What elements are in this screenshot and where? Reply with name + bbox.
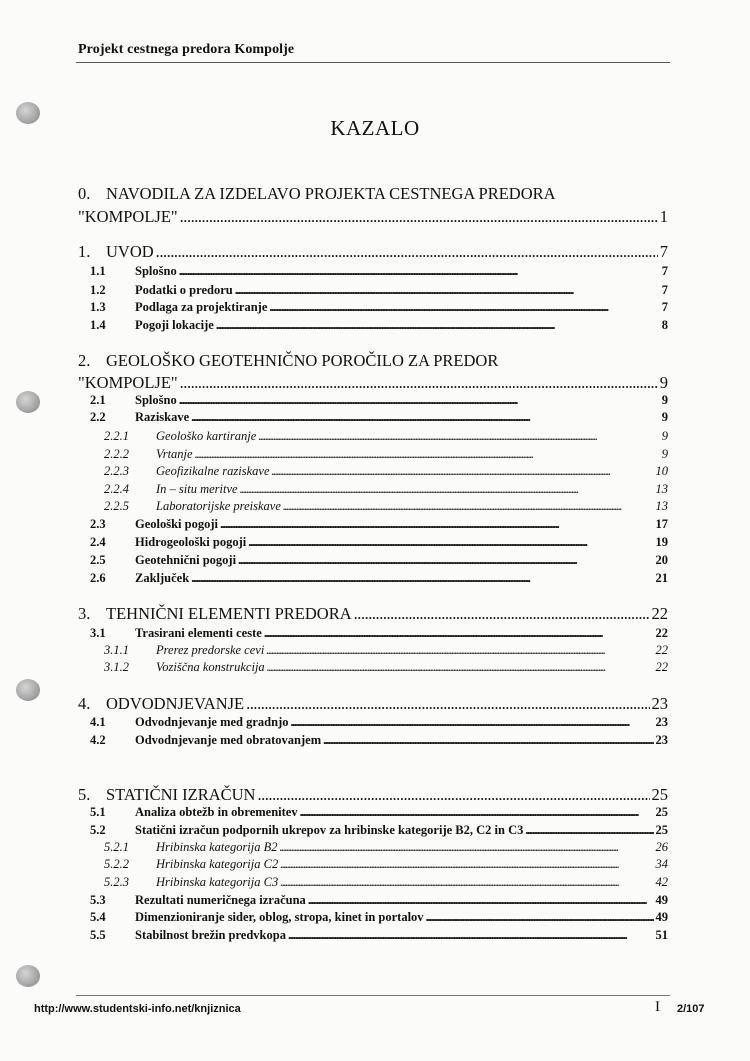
toc-entry[interactable] — [78, 715, 668, 730]
entry-number: 2.5 — [90, 553, 106, 567]
entry-number: 2.2 — [90, 410, 106, 424]
punch-hole — [16, 965, 40, 987]
page-number: 22 — [655, 643, 668, 657]
header-rule — [76, 62, 670, 63]
page-number: 17 — [655, 517, 668, 531]
punch-hole — [16, 679, 40, 701]
page-number: 51 — [655, 928, 668, 942]
leader-dots — [525, 823, 653, 838]
page-number: 7 — [661, 264, 668, 278]
page-number: 10 — [655, 464, 668, 478]
leader-dots — [272, 464, 654, 479]
section-number: 4. — [78, 694, 91, 713]
entry-title: Laboratorijske preiskave — [156, 499, 281, 513]
toc-title: KAZALO — [330, 116, 420, 140]
entry-number: 4.1 — [90, 715, 106, 729]
page-number: 25 — [651, 785, 668, 804]
entry-number: 1.4 — [90, 318, 106, 332]
entry-title: Raziskave — [135, 410, 190, 424]
entry-title: Hidrogeološki pogoji — [135, 535, 247, 549]
toc-section-3[interactable] — [78, 604, 668, 624]
leader-dots — [266, 643, 653, 658]
toc-entry[interactable] — [78, 553, 668, 568]
entry-title: Stabilnost brežin predvkopa — [135, 928, 286, 942]
entry-number: 2.6 — [90, 571, 106, 585]
toc-entry[interactable] — [78, 805, 668, 820]
toc-entry[interactable] — [78, 910, 668, 925]
toc-entry[interactable] — [78, 264, 668, 279]
toc-entry[interactable] — [78, 928, 668, 943]
entry-number: 5.5 — [90, 928, 106, 942]
toc-entry[interactable] — [78, 857, 668, 872]
section-title-line1: GEOLOŠKO GEOTEHNIČNO POROČILO ZA PREDOR — [106, 351, 499, 370]
entry-title: Geotehnični pogoji — [135, 553, 237, 567]
toc-entry[interactable] — [78, 429, 668, 444]
entry-number: 2.2.2 — [104, 447, 129, 461]
leader-dots — [283, 499, 654, 514]
entry-title: Hribinska kategorija B2 — [156, 840, 278, 854]
entry-title: Geološki pogoji — [135, 517, 218, 531]
toc-section-4[interactable] — [78, 694, 668, 714]
leader-dots — [240, 482, 654, 497]
toc-entry[interactable] — [78, 875, 668, 890]
leader-dots — [220, 517, 654, 532]
leader-dots — [280, 857, 653, 872]
leader-dots — [257, 785, 649, 805]
toc-entry[interactable] — [78, 893, 668, 908]
entry-title: Odvodnjevanje med gradnjo — [135, 715, 289, 729]
page-number: 22 — [655, 626, 668, 640]
toc-entry[interactable] — [78, 643, 668, 658]
toc-entry[interactable] — [78, 535, 668, 550]
toc-entry[interactable] — [78, 499, 668, 514]
page-number: 26 — [655, 840, 668, 854]
entry-number: 4.2 — [90, 733, 106, 747]
toc-entry[interactable] — [78, 482, 668, 497]
section-number: 3. — [78, 604, 91, 623]
leader-dots — [216, 318, 660, 333]
leader-dots — [267, 660, 654, 675]
toc-entry[interactable] — [78, 318, 668, 333]
leader-dots — [280, 840, 654, 855]
toc-entry[interactable] — [78, 300, 668, 315]
entry-title: Dimenzioniranje sider, oblog, stropa, kinet in portalov — [135, 910, 424, 924]
leader-dots — [180, 373, 658, 393]
entry-number: 2.2.4 — [104, 482, 129, 496]
entry-number: 5.3 — [90, 893, 106, 907]
leader-dots — [246, 694, 649, 714]
leader-dots — [426, 910, 654, 925]
entry-number: 3.1 — [90, 626, 106, 640]
entry-title: Statični izračun podpornih ukrepov za hribinske kategorije B2, C2 in C3 — [135, 823, 524, 837]
toc-entry[interactable] — [78, 517, 668, 532]
leader-dots — [308, 893, 654, 908]
entry-title: Hribinska kategorija C3 — [156, 875, 279, 889]
footer-page-count: 2/107 — [677, 1003, 705, 1015]
page-number: 7 — [659, 242, 668, 261]
entry-number: 5.2 — [90, 823, 106, 837]
entry-number: 2.2.3 — [104, 464, 129, 478]
toc-entry[interactable] — [78, 733, 668, 748]
page-number: 21 — [655, 571, 668, 585]
entry-title: Splošno — [135, 264, 177, 278]
leader-dots — [264, 626, 654, 641]
leader-dots — [180, 207, 658, 227]
toc-section-0-cont[interactable] — [78, 207, 668, 227]
entry-number: 1.2 — [90, 283, 106, 297]
entry-number: 1.1 — [90, 264, 106, 278]
punch-hole — [16, 391, 40, 413]
page-number: 23 — [655, 715, 668, 729]
page-number: 13 — [655, 482, 668, 496]
entry-number: 2.3 — [90, 517, 106, 531]
leader-dots — [269, 300, 659, 315]
section-number: 5. — [78, 785, 91, 804]
leader-dots — [288, 928, 654, 943]
leader-dots — [238, 553, 653, 568]
page-number: 7 — [661, 283, 668, 297]
section-title-line2: "KOMPOLJE" — [78, 207, 178, 226]
entry-title: Odvodnjevanje med obratovanjem — [135, 733, 322, 747]
toc-entry[interactable] — [78, 447, 668, 462]
entry-title: Voziščna konstrukcija — [156, 660, 265, 674]
toc-section-5[interactable] — [78, 785, 668, 805]
section-title: UVOD — [106, 242, 154, 261]
entry-number: 2.2.1 — [104, 429, 129, 443]
page-number: 23 — [655, 733, 668, 747]
page-number: 9 — [661, 447, 668, 461]
entry-title: Pogoji lokacije — [135, 318, 214, 332]
toc-entry[interactable] — [78, 840, 668, 855]
toc-entry[interactable] — [78, 626, 668, 641]
entry-title: Trasirani elementi ceste — [135, 626, 262, 640]
section-title: ODVODNJEVANJE — [106, 694, 245, 713]
page-number: 7 — [661, 300, 668, 314]
entry-number: 2.2.5 — [104, 499, 129, 513]
page-number: 42 — [655, 875, 668, 889]
leader-dots — [191, 571, 653, 586]
leader-dots — [235, 283, 660, 298]
entry-title: Hribinska kategorija C2 — [156, 857, 279, 871]
entry-title: In – situ meritve — [156, 482, 238, 496]
leader-dots — [280, 875, 653, 890]
page-number: 9 — [661, 429, 668, 443]
toc-entry[interactable] — [78, 571, 668, 586]
entry-title: Rezultati numeričnega izračuna — [135, 893, 306, 907]
footer-rule — [76, 995, 670, 996]
running-header: Projekt cestnega predora Kompolje — [78, 42, 295, 57]
toc-entry[interactable] — [78, 823, 668, 838]
page-number: 9 — [661, 393, 668, 407]
leader-dots — [300, 805, 654, 820]
toc-section-0[interactable] — [78, 184, 668, 204]
section-number: 0. — [78, 184, 91, 203]
entry-title: Podlaga za projektiranje — [135, 300, 268, 314]
leader-dots — [354, 604, 650, 624]
entry-number: 5.2.2 — [104, 857, 129, 871]
page-number: 20 — [655, 553, 668, 567]
entry-title: Analiza obtežb in obremenitev — [135, 805, 298, 819]
page-number: 13 — [655, 499, 668, 513]
toc-entry[interactable] — [78, 410, 668, 425]
toc-entry[interactable] — [78, 283, 668, 298]
section-number: 1. — [78, 242, 91, 261]
section-title: STATIČNI IZRAČUN — [106, 785, 256, 804]
leader-dots — [191, 410, 660, 425]
page-number: 25 — [655, 805, 668, 819]
leader-dots — [179, 393, 660, 408]
section-number: 2. — [78, 351, 91, 370]
section-title-line1: NAVODILA ZA IZDELAVO PROJEKTA CESTNEGA PREDORA — [106, 184, 556, 203]
entry-number: 3.1.1 — [104, 643, 129, 657]
toc-section-2-cont[interactable] — [78, 373, 668, 393]
entry-title: Geofizikalne raziskave — [156, 464, 270, 478]
page-number: 49 — [655, 893, 668, 907]
page-number: 9 — [661, 410, 668, 424]
entry-title: Zaključek — [135, 571, 190, 585]
toc-entry[interactable] — [78, 393, 668, 408]
leader-dots — [290, 715, 653, 730]
page-number: 34 — [655, 857, 668, 871]
entry-number: 5.1 — [90, 805, 106, 819]
entry-number: 5.2.1 — [104, 840, 129, 854]
section-title-line2: "KOMPOLJE" — [78, 373, 178, 392]
page-number: 22 — [651, 604, 668, 623]
entry-number: 5.4 — [90, 910, 106, 924]
page-number: 1 — [659, 207, 668, 226]
leader-dots — [258, 429, 659, 444]
toc-section-2[interactable] — [78, 351, 668, 371]
page-number: 49 — [655, 910, 668, 924]
entry-number: 2.1 — [90, 393, 106, 407]
page-number: 22 — [655, 660, 668, 674]
leader-dots — [179, 264, 660, 279]
page-number: 23 — [651, 694, 668, 713]
section-title: TEHNIČNI ELEMENTI PREDORA — [106, 604, 352, 623]
entry-number: 1.3 — [90, 300, 106, 314]
entry-number: 3.1.2 — [104, 660, 129, 674]
entry-title: Splošno — [135, 393, 177, 407]
entry-title: Prerez predorske cevi — [156, 643, 265, 657]
toc-entry[interactable] — [78, 660, 668, 675]
entry-title: Geološko kartiranje — [156, 429, 257, 443]
footer-roman-page: I — [655, 999, 660, 1015]
entry-number: 5.2.3 — [104, 875, 129, 889]
page-number: 25 — [655, 823, 668, 837]
leader-dots — [156, 242, 658, 262]
leader-dots — [323, 733, 653, 748]
entry-title: Podatki o predoru — [135, 283, 233, 297]
page-number: 8 — [661, 318, 668, 332]
entry-number: 2.4 — [90, 535, 106, 549]
page-number: 9 — [659, 373, 668, 392]
toc-entry[interactable] — [78, 464, 668, 479]
leader-dots — [195, 447, 660, 462]
leader-dots — [248, 535, 653, 550]
toc-section-1[interactable] — [78, 242, 668, 262]
footer-url[interactable]: http://www.studentski-info.net/knjiznica — [34, 1003, 241, 1015]
entry-title: Vrtanje — [156, 447, 193, 461]
page-number: 19 — [655, 535, 668, 549]
